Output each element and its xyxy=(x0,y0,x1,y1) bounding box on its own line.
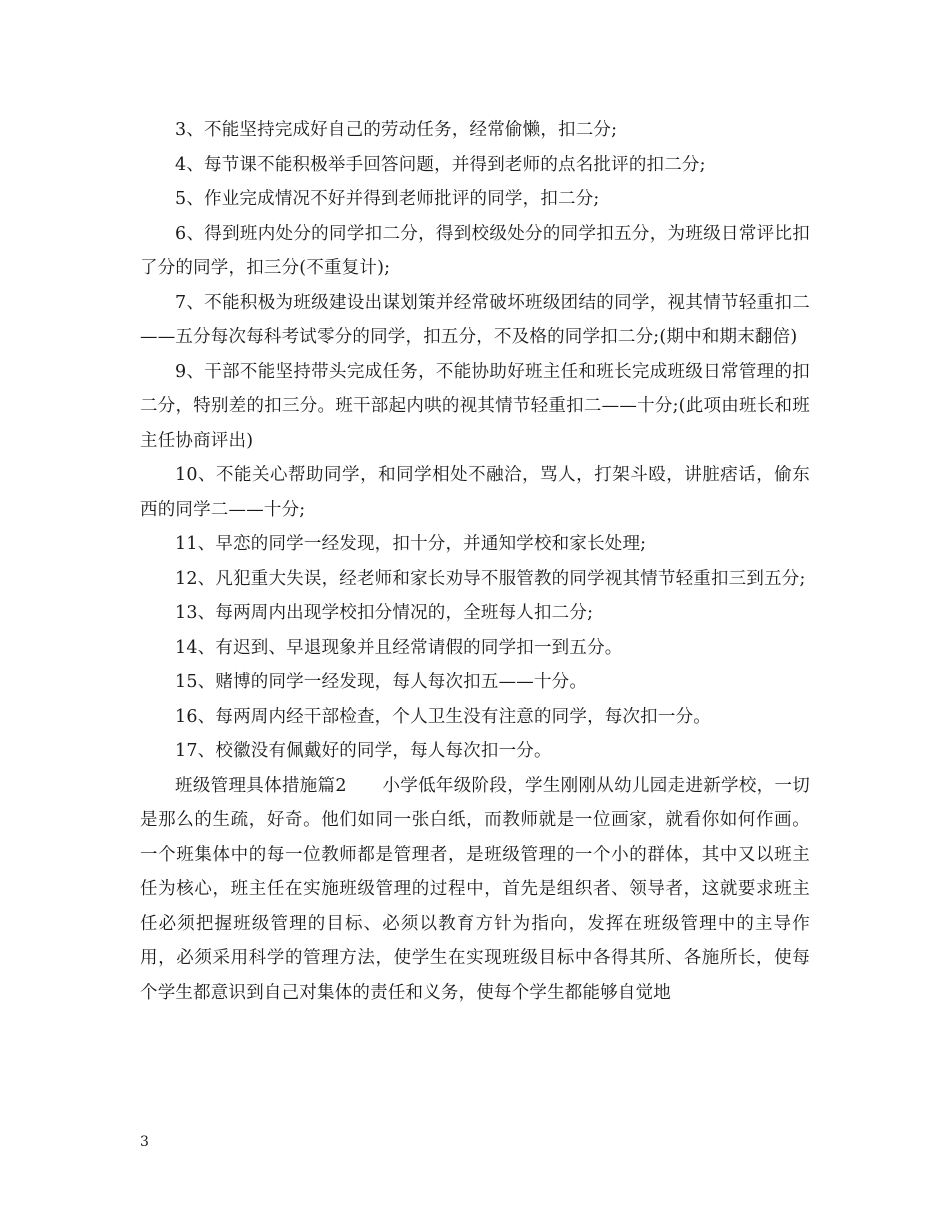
paragraph-rule-4: 4、每节课不能积极举手回答问题，并得到老师的点名批评的扣二分; xyxy=(175,154,706,175)
paragraph-rule-7: 7、不能积极为班级建设出谋划策并经常破坏班级团结的同学，视其情节轻重扣二——五分每次每科考试零分的同学，扣五分，不及格的同学扣二分;(期中和期末翻倍) xyxy=(140,292,810,347)
paragraph-rule-10: 10、不能关心帮助同学，和同学相处不融洽，骂人，打架斗殴，讲脏痞话，偷东西的同学二——十分; xyxy=(140,465,810,520)
paragraph-rule-11: 11、早恋的同学一经发现，扣十分，并通知学校和家长处理; xyxy=(175,534,647,554)
paragraph-rule-16: 16、每两周内经干部检查，个人卫生没有注意的同学，每次扣一分。 xyxy=(175,706,711,727)
paragraph-rule-15: 15、赌博的同学一经发现，每人每次扣五——十分。 xyxy=(175,672,588,692)
paragraph-rule-17: 17、校徽没有佩戴好的同学，每人每次扣一分。 xyxy=(175,741,552,761)
paragraph-rule-5: 5、作业完成情况不好并得到老师批评的同学，扣二分; xyxy=(175,189,600,209)
paragraph-rule-12: 12、凡犯重大失误，经老师和家长劝导不服管教的同学视其情节轻重扣三到五分; xyxy=(175,568,806,589)
paragraph-rule-3: 3、不能坚持完成好自己的劳动任务，经常偷懒，扣二分; xyxy=(175,120,618,140)
paragraph-rule-14: 14、有迟到、早退现象并且经常请假的同学扣一到五分。 xyxy=(175,637,623,658)
paragraph-rule-9: 9、干部不能坚持带头完成任务，不能协助好班主任和班长完成班级日常管理的扣二分，特别差的扣三分。班干部起内哄的视其情节轻重扣二——十分;(此项由班长和班主任协商评出) xyxy=(140,361,810,451)
paragraph-rule-13: 13、每两周内出现学校扣分情况的，全班每人扣二分; xyxy=(175,603,594,623)
paragraph-section-2: 班级管理具体措施篇2 小学低年级阶段，学生刚刚从幼儿园走进新学校，一切是那么的生疏，好奇。他们如同一张白纸，而教师就是一位画家，就看你如何作画。一个班集体中的每一位教师都是管理者，是班级管理的一个小的群体，其中又以班主任为核心，班主任在实施班级管理的过程中，首先是组织者、领导者，这就要求班主任必须把握班级管理的目标、必须以教育方针为指向，发挥在班级管理中的主导作用，必须采用科学的管理方法，使学生在实现班级目标中各得其所、各施所长，使每个学生都意识到自己对集体的责任和义务，使每个学生都能够自觉地 xyxy=(140,775,810,1003)
paragraph-rule-6: 6、得到班内处分的同学扣二分，得到校级处分的同学扣五分，为班级日常评比扣了分的同学，扣三分(不重复计); xyxy=(140,223,810,278)
page-number: 3 xyxy=(140,1134,149,1150)
document-body xyxy=(140,113,810,1010)
